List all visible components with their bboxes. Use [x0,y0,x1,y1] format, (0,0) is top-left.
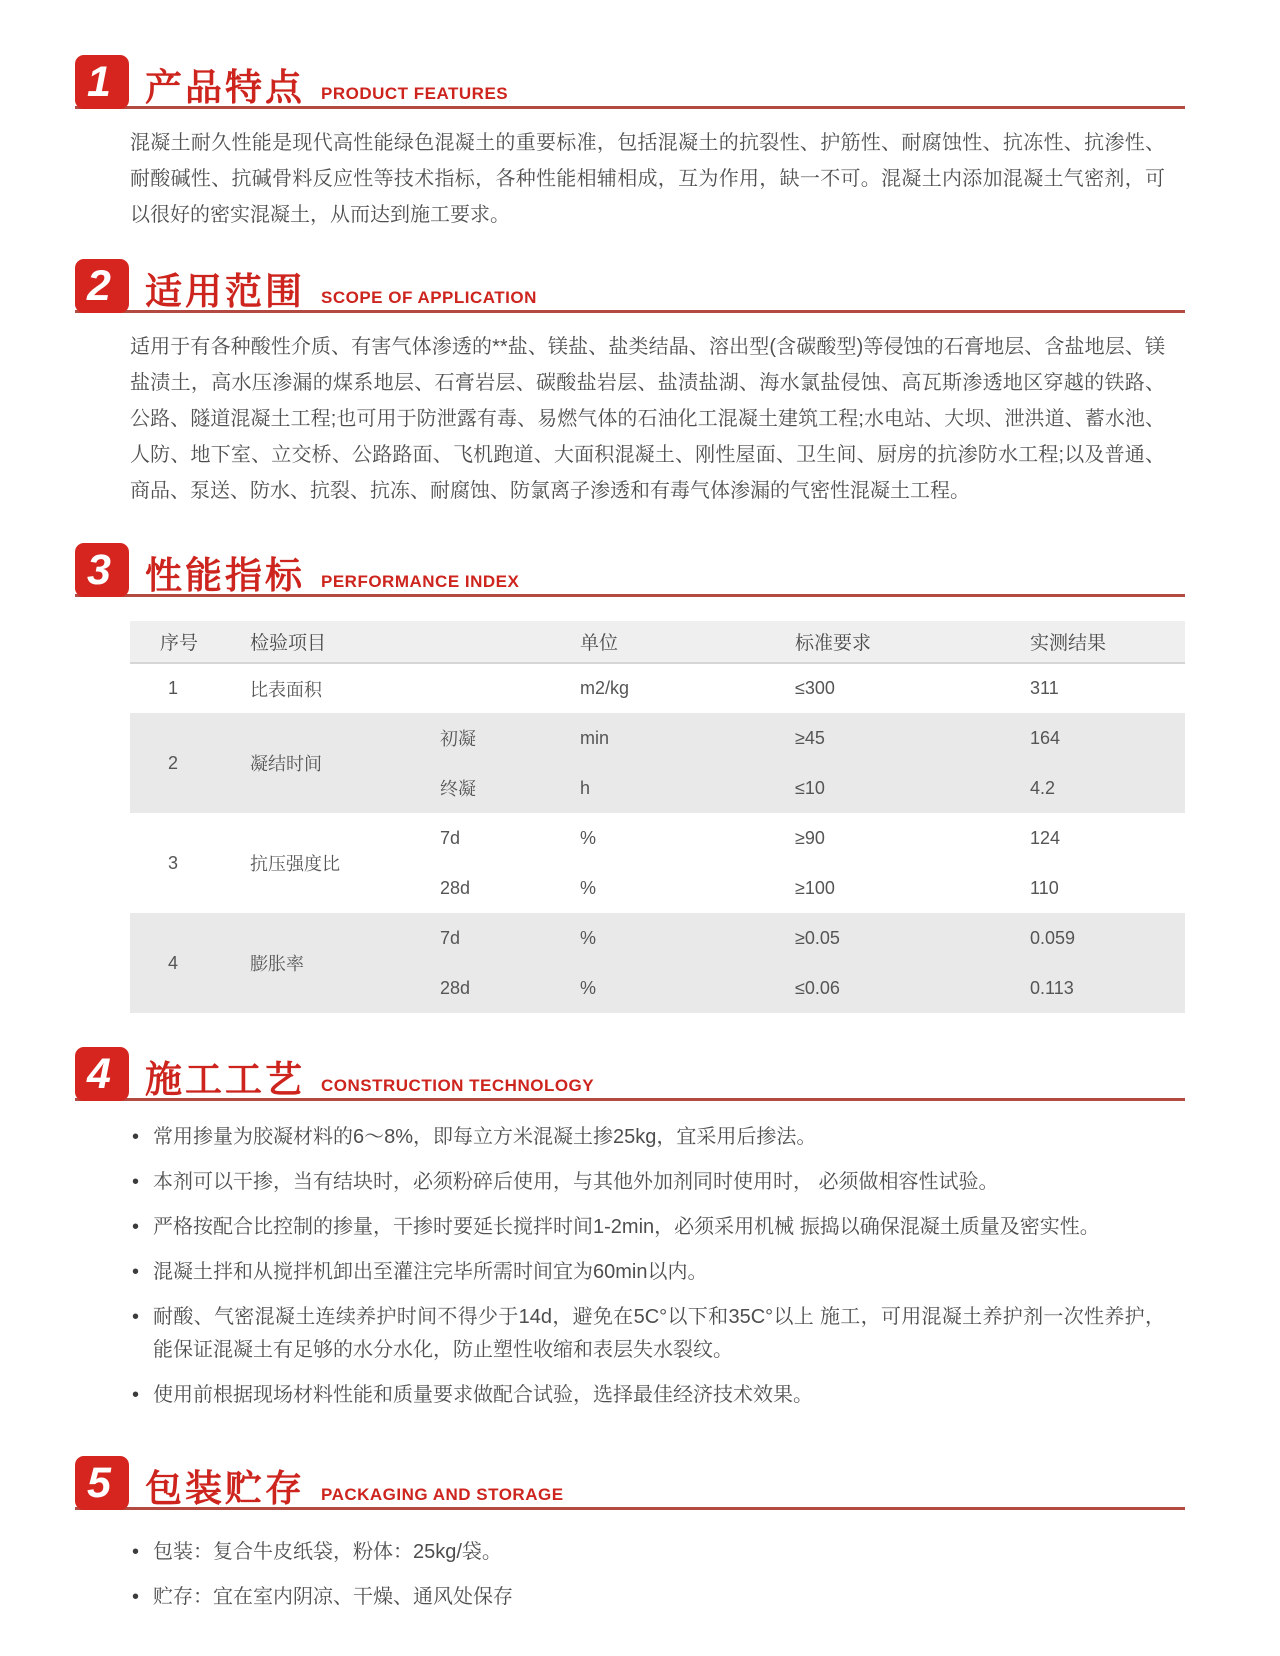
section-5-title-zh: 包装贮存 [145,1468,305,1509]
section-1-title-en: PRODUCT FEATURES [321,84,509,103]
col-header-item: 检验项目 [220,621,550,663]
section-1-number: 1 [87,57,111,106]
cell-unit: % [550,913,765,963]
cell-result: 124 [1030,827,1061,848]
table-row-setting-time-initial [130,713,1185,763]
cell-sub: 7d [440,827,461,848]
section-1-title-zh: 产品特点 [145,67,305,108]
section-5-title-en: PACKAGING AND STORAGE [321,1485,564,1504]
bullet-item: • 混凝土拌和从搅拌机卸出至灌注完毕所需时间宜为60min以内。 [130,1256,1165,1289]
section-2-title-zh: 适用范围 [145,271,305,312]
section-4-header [75,1047,1185,1101]
bullet-item: • 包装：复合牛皮纸袋，粉体：25kg/袋。 [130,1536,1165,1569]
section-2-header [75,259,1185,313]
bullet-item: • 贮存：宜在室内阴凉、干燥、通风处保存 [130,1581,1165,1614]
section-2-number: 2 [87,261,111,310]
section-product-features [75,55,1185,233]
section-2-number-badge [75,259,129,313]
cell-unit: % [580,827,597,848]
cell-result: 4.2 [1000,763,1185,813]
table-row-compressive-7d [130,813,1185,863]
cell-standard: ≤300 [795,678,835,698]
cell-result: 110 [1030,877,1059,898]
section-4-number: 4 [87,1049,111,1098]
bullet-item: • 严格按配合比控制的掺量，干掺时要延长搅拌时间1-2min，必须采用机械 振捣以确保混凝土质量及密实性。 [130,1211,1165,1244]
cell-unit: % [580,877,597,898]
table-header-row [130,621,1185,663]
section-scope-of-application [75,259,1185,509]
section-3-number-badge [75,543,129,597]
section-5-header [75,1456,1185,1510]
cell-index: 1 [168,678,179,698]
section-performance-index [75,543,1185,1013]
cell-sub: 28d [440,877,471,898]
section-5-number-badge [75,1456,129,1510]
cell-sub [410,663,550,713]
cell-sub: 7d [410,913,550,963]
cell-sub: 终凝 [410,763,550,813]
cell-result: 311 [1030,678,1059,698]
section-3-header [75,543,1185,597]
table-row-surface-area [130,663,1185,713]
bullet-item: • 耐酸、气密混凝土连续养护时间不得少于14d，避免在5C°以下和35C°以上 施工，可用混凝土养护剂一次性养护，能保证混凝土有足够的水分水化，防止塑性收缩和表层失水裂纹。 [130,1301,1165,1367]
section-2-paragraph: 适用于有各种酸性介质、有害气体渗透的**盐、镁盐、盐类结晶、溶出型(含碳酸型)等侵蚀的石膏地层、含盐地层、镁盐渍土，高水压渗漏的煤系地层、石膏岩层、碳酸盐岩层、盐渍盐湖、海水氯盐侵蚀、高瓦斯渗透地区穿越的铁路、公路、隧道混凝土工程;也可用于防泄露有毒、易燃气体的石油化工混凝土建筑工程;水电站、大坝、泄洪道、蓄水池、人防、地下室、立交桥、公路路面、飞机跑道、大面积混凝土、刚性屋面、卫生间、厨房的抗渗防水工程;以及普通、商品、泵送、防水、抗裂、抗冻、耐腐蚀、防氯离子渗透和有毒气体渗漏的气密性混凝土工程。 [130,336,1165,502]
section-4-number-badge [75,1047,129,1101]
cell-standard: ≥0.05 [765,913,1000,963]
section-construction-technology [75,1047,1185,1412]
section-3-number: 3 [87,545,111,594]
col-header-result: 实测结果 [1000,621,1185,663]
cell-result: 0.113 [1000,963,1185,1013]
cell-unit: m2/kg [580,678,630,698]
cell-unit: h [550,763,765,813]
cell-standard: ≥45 [765,713,1000,763]
packaging-bullet-list [130,1536,1165,1614]
construction-bullet-list [130,1121,1165,1412]
col-header-unit: 单位 [550,621,765,663]
cell-unit: % [550,963,765,1013]
col-header-standard: 标准要求 [765,621,1000,663]
cell-index: 3 [168,852,179,873]
table-row-expansion-7d [130,913,1185,963]
section-1-header [75,55,1185,109]
cell-result: 0.059 [1000,913,1185,963]
col-header-index: 序号 [130,621,220,663]
section-4-title-en: CONSTRUCTION TECHNOLOGY [321,1076,595,1095]
section-3-title-en: PERFORMANCE INDEX [321,572,520,591]
cell-sub: 28d [410,963,550,1013]
performance-table [130,621,1185,1013]
cell-item: 抗压强度比 [250,854,340,874]
cell-sub: 初凝 [410,713,550,763]
cell-standard: ≤0.06 [765,963,1000,1013]
bullet-item: • 使用前根据现场材料性能和质量要求做配合试验，选择最佳经济技术效果。 [130,1379,1165,1412]
cell-unit: min [550,713,765,763]
cell-index: 4 [130,913,220,1013]
cell-standard: ≤10 [765,763,1000,813]
section-2-title-en: SCOPE OF APPLICATION [321,288,537,307]
cell-item: 凝结时间 [220,713,410,813]
section-3-title-zh: 性能指标 [145,555,305,596]
cell-item: 膨胀率 [220,913,410,1013]
cell-result: 164 [1000,713,1185,763]
cell-item: 比表面积 [250,679,322,700]
cell-standard: ≥100 [795,877,835,898]
section-packaging-storage [75,1456,1185,1614]
cell-index: 2 [130,713,220,813]
section-1-number-badge [75,55,129,109]
bullet-item: • 本剂可以干掺，当有结块时，必须粉碎后使用，与其他外加剂同时使用时， 必须做相容性试验。 [130,1166,1165,1199]
section-5-number: 5 [87,1458,111,1507]
bullet-item: • 常用掺量为胶凝材料的6～8%，即每立方米混凝土掺25kg，宜采用后掺法。 [130,1121,1165,1154]
cell-standard: ≥90 [795,827,825,848]
section-4-title-zh: 施工工艺 [145,1059,305,1100]
section-1-paragraph: 混凝土耐久性能是现代高性能绿色混凝土的重要标准，包括混凝土的抗裂性、护筋性、耐腐蚀性、抗冻性、抗渗性、耐酸碱性、抗碱骨料反应性等技术指标，各种性能相辅相成，互为作用，缺一不可。混凝土内添加混凝土气密剂，可以很好的密实混凝土，从而达到施工要求。 [130,132,1165,226]
